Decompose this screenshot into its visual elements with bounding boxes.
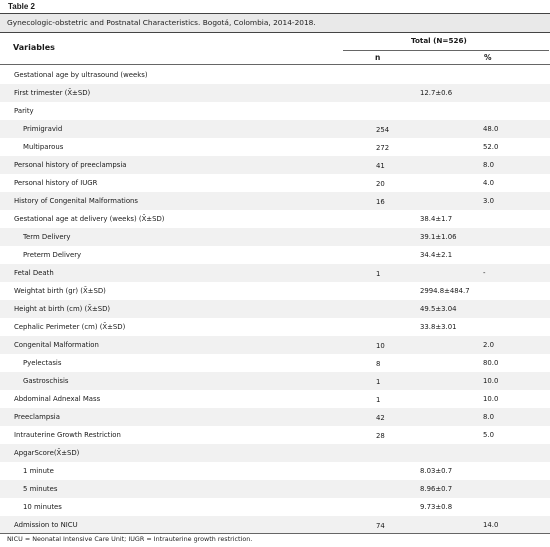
- row-n: 28: [376, 432, 385, 440]
- table-row: [0, 516, 550, 534]
- row-label: Gestational age by ultrasound (weeks): [14, 71, 148, 79]
- row-n: 74: [376, 522, 385, 530]
- row-label: Preterm Delivery: [23, 251, 82, 259]
- caption-text: Gynecologic-obstetric and Postnatal Characteristics. Bogotá, Colombia, 2014-2018.: [7, 18, 316, 27]
- row-mean-sd: 33.8±3.01: [420, 323, 457, 331]
- row-percent: 5.0: [483, 431, 494, 439]
- row-n: 1: [376, 396, 381, 404]
- table-row: [0, 462, 550, 480]
- row-label: Term Delivery: [23, 233, 71, 241]
- row-n: 1: [376, 378, 381, 386]
- row-label: History of Congenital Malformations: [14, 197, 139, 205]
- table-row: [0, 210, 550, 228]
- row-label: Gestational age at delivery (weeks) (X̄±SD): [14, 215, 165, 223]
- table-row: [0, 408, 550, 426]
- row-percent: 48.0: [483, 125, 499, 133]
- row-label: Admission to NICU: [14, 521, 78, 529]
- row-mean-sd: 39.1±1.06: [420, 233, 457, 241]
- table-row: [0, 174, 550, 192]
- row-percent: 2.0: [483, 341, 494, 349]
- table-row: [0, 480, 550, 498]
- table-row: [0, 444, 550, 462]
- row-label: ApgarScore(X̄±SD): [14, 449, 80, 457]
- row-mean-sd: 9.73±0.8: [420, 503, 453, 511]
- table-row: [0, 120, 550, 138]
- row-mean-sd: 8.96±0.7: [420, 485, 453, 493]
- header-percent: %: [484, 53, 492, 62]
- row-label: Fetal Death: [14, 269, 54, 277]
- row-n: 272: [376, 144, 390, 152]
- row-label: Gastroschisis: [23, 377, 69, 385]
- row-mean-sd: 2994.8±484.7: [420, 287, 470, 295]
- row-n: 10: [376, 342, 385, 350]
- row-percent: 14.0: [483, 521, 499, 529]
- table-row: [0, 282, 550, 300]
- table-row: [0, 264, 550, 282]
- table-row: [0, 228, 550, 246]
- row-mean-sd: 34.4±2.1: [420, 251, 453, 259]
- row-percent: 52.0: [483, 143, 499, 151]
- row-label: First trimester (X̄±SD): [14, 89, 91, 97]
- table-footnote: NICU = Neonatal Intensive Care Unit; IUGR = Intrauterine growth restriction.: [7, 535, 253, 543]
- row-label: Height at birth (cm) (X̄±SD): [14, 305, 111, 313]
- row-percent: 10.0: [483, 395, 499, 403]
- row-percent: 4.0: [483, 179, 494, 187]
- row-label: Personal history of preeclampsia: [14, 161, 127, 169]
- header-variables: Variables: [13, 43, 55, 52]
- table-caption: [0, 13, 550, 33]
- row-label: Primigravid: [23, 125, 63, 133]
- table-row: [0, 318, 550, 336]
- table-row: [0, 300, 550, 318]
- row-label: Pyelectasis: [23, 359, 62, 367]
- row-n: 20: [376, 180, 385, 188]
- row-percent: 10.0: [483, 377, 499, 385]
- row-percent: 3.0: [483, 197, 494, 205]
- table-bottom-rule: [0, 533, 550, 534]
- table-row: [0, 66, 550, 84]
- row-n: 42: [376, 414, 385, 422]
- table-row: [0, 156, 550, 174]
- row-label: Intrauterine Growth Restriction: [14, 431, 121, 439]
- header-divider: [343, 50, 549, 51]
- table-row: [0, 498, 550, 516]
- row-label: Cephalic Perimeter (cm) (X̄±SD): [14, 323, 126, 331]
- row-mean-sd: 38.4±1.7: [420, 215, 453, 223]
- row-label: 1 minute: [23, 467, 54, 475]
- table-row: [0, 84, 550, 102]
- row-mean-sd: 12.7±0.6: [420, 89, 453, 97]
- table-row: [0, 426, 550, 444]
- row-label: Congenital Malformation: [14, 341, 99, 349]
- row-label: Abdominal Adnexal Mass: [14, 395, 101, 403]
- row-n: 8: [376, 360, 381, 368]
- table-header: [0, 33, 550, 65]
- table-row: [0, 336, 550, 354]
- row-label: Personal history of IUGR: [14, 179, 98, 187]
- table-row: [0, 390, 550, 408]
- row-label: Weightat birth (gr) (X̄±SD): [14, 287, 106, 295]
- row-label: Parity: [14, 107, 34, 115]
- table-label: Table 2: [8, 2, 35, 11]
- table-row: [0, 138, 550, 156]
- row-mean-sd: 49.5±3.04: [420, 305, 457, 313]
- row-percent: 80.0: [483, 359, 499, 367]
- header-n: n: [375, 53, 381, 62]
- row-n: 16: [376, 198, 385, 206]
- row-mean-sd: 8.03±0.7: [420, 467, 453, 475]
- table-row: [0, 192, 550, 210]
- table-row: [0, 246, 550, 264]
- row-n: 254: [376, 126, 390, 134]
- row-label: 10 minutes: [23, 503, 62, 511]
- header-total: Total (N=526): [411, 36, 467, 45]
- row-label: Preeclampsia: [14, 413, 60, 421]
- row-label: 5 minutes: [23, 485, 58, 493]
- row-label: Multiparous: [23, 143, 64, 151]
- row-n: 41: [376, 162, 385, 170]
- row-percent: -: [483, 269, 486, 277]
- table-row: [0, 102, 550, 120]
- row-percent: 8.0: [483, 413, 494, 421]
- table-row: [0, 372, 550, 390]
- header-bottom-rule: [0, 64, 550, 65]
- table-row: [0, 354, 550, 372]
- row-n: 1: [376, 270, 381, 278]
- row-percent: 8.0: [483, 161, 494, 169]
